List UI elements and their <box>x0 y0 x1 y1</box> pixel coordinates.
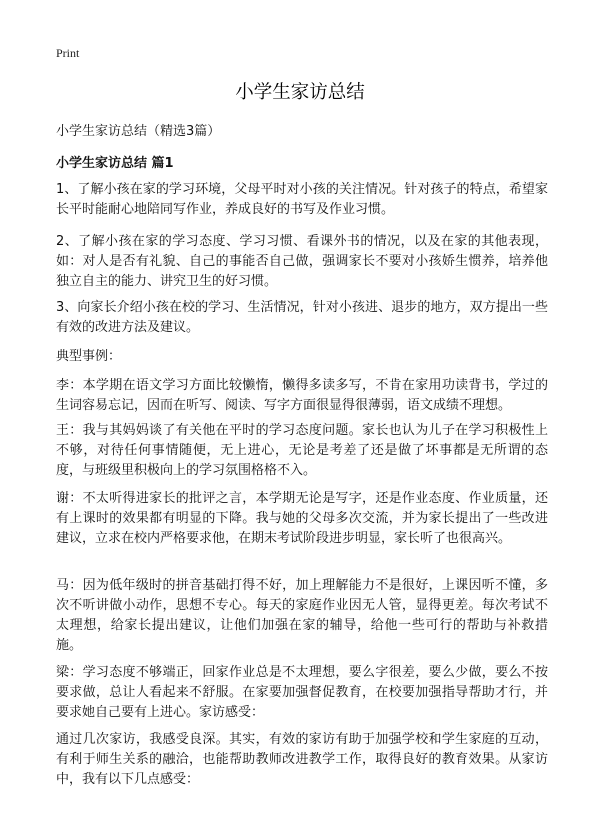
print-label: Print <box>56 46 80 60</box>
example-xie: 谢：不太听得进家长的批评之言，本学期无论是写字，还是作业态度、作业质量，还有上课时的效果都有明显的下降。我与她的父母多次交流，并为家长提出了一些改进建议，立求在校内严格要求他，在期末考试阶段进步明显，家长听了也很高兴。 <box>56 491 548 546</box>
example-wang: 王：我与其妈妈谈了有关他在平时的学习态度问题。家长也认为儿子在学习积极性上不够，对待任何事情随便，无上进心，无论是考差了还是做了坏事都是无所谓的态度，与班级里积极向上的学习氛围格格不入。 <box>56 423 548 478</box>
paragraph-item-1: 1、了解小孩在家的学习环境，父母平时对小孩的关注情况。针对孩子的特点，希望家长平时能耐心地陪同写作业，养成良好的书写及作业习惯。 <box>56 182 548 217</box>
visit-reflection: 通过几次家访，我感受良深。其实，有效的家访有助于加强学校和学生家庭的互动，有利于师生关系的融洽，也能帮助教师改进教学工作，取得良好的教育效果。从家访中，我有以下几点感受： <box>56 732 548 787</box>
example-ma: 马：因为低年级时的拼音基础打得不好，加上理解能力不是很好，上课因听不懂，多次不听讲做小动作，思想不专心。每天的家庭作业因无人管，显得更差。每次考试不太理想，给家长提出建议，让他们加强在家的辅导，给他一些可行的帮助与补救措施。 <box>56 578 548 653</box>
example-liang: 梁：学习态度不够端正，回家作业总是不太理想，要么字很差，要么少做，要么不按要求做，总让人看起来不舒服。在家要加强督促教育，在校要加强指导帮助才行，并要求她自己要有上进心。家访感受： <box>56 665 548 720</box>
paragraph-item-3: 3、向家长介绍小孩在校的学习、生活情况，针对小孩进、退步的地方，双方提出一些有效的改进方法及建议。 <box>56 300 548 335</box>
paragraph-item-2: 2、了解小孩在家的学习态度、学习习惯、看课外书的情况，以及在家的其他表现，如：对人是否有礼貌、自己的事能否自己做，强调家长不要对小孩娇生惯养，培养他独立自主的能力、讲究卫生的好习惯。 <box>56 234 548 289</box>
page-title: 小学生家访总结 <box>235 82 365 103</box>
example-li: 李：本学期在语文学习方面比较懒惰，懒得多读多写，不肯在家用功读背书，学过的生词容易忘记，因而在听写、阅读、写字方面很显得很薄弱，语文成绩不理想。 <box>56 378 548 413</box>
section-heading: 小学生家访总结 篇1 <box>56 156 174 171</box>
document-subtitle: 小学生家访总结（精选3篇） <box>56 124 221 139</box>
example-heading: 典型事例： <box>56 349 122 364</box>
